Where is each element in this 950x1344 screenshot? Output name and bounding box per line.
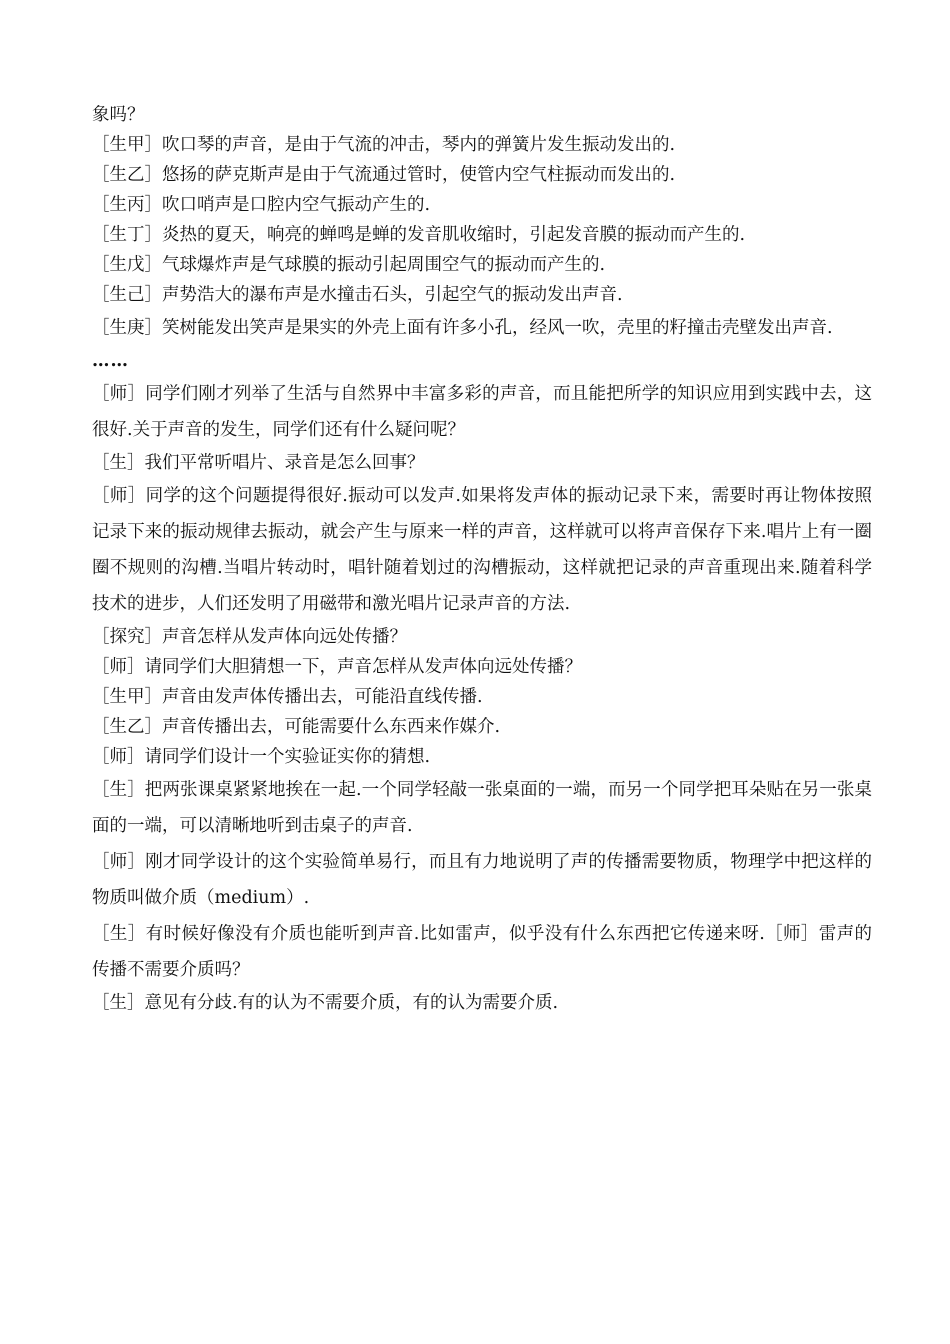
paragraph: ［生乙］声音传播出去，可能需要什么东西来作媒介. (92, 717, 501, 737)
paragraph: ［生］我们平常听唱片、录音是怎么回事？ (92, 453, 425, 473)
paragraph: ［生］把两张课桌紧紧地挨在一起.一个同学轻敲一张桌面的一端，而另一个同学把耳朵贴在另一张桌面的一端，可以清晰地听到击桌子的声音. (92, 780, 872, 836)
ellipsis-line: …… (92, 351, 129, 371)
paragraph: ［师］请同学们大胆猜想一下，声音怎样从发声体向远处传播？ (92, 657, 582, 677)
document-body (92, 100, 872, 1018)
paragraph: ［师］同学们刚才列举了生活与自然界中丰富多彩的声音，而且能把所学的知识应用到实践中去，这很好.关于声音的发生，同学们还有什么疑问呢？ (92, 384, 872, 440)
paragraph: ［生］意见有分歧.有的认为不需要介质，有的认为需要介质. (92, 993, 559, 1013)
paragraph: 象吗？ (92, 105, 145, 125)
paragraph: ［生丙］吹口哨声是口腔内空气振动产生的. (92, 195, 431, 215)
paragraph: ［生甲］吹口琴的声音，是由于气流的冲击，琴内的弹簧片发生振动发出的. (92, 135, 676, 155)
paragraph: ［生戊］气球爆炸声是气球膜的振动引起周围空气的振动而产生的. (92, 255, 606, 275)
paragraph: ［探究］声音怎样从发声体向远处传播？ (92, 627, 407, 647)
paragraph: ［师］同学的这个问题提得很好.振动可以发声.如果将发声体的振动记录下来，需要时再让物体按照记录下来的振动规律去振动，就会产生与原来一样的声音，这样就可以将声音保存下来.唱片上有一圈圈不规则的沟槽.当唱片转动时，唱针随着划过的沟槽振动，这样就把记录的声音重现出来.随着科学技术的进步，人们还发明了用磁带和激光唱片记录声音的方法. (92, 486, 872, 614)
paragraph: ［生庚］笑树能发出笑声是果实的外壳上面有许多小孔，经风一吹，壳里的籽撞击壳壁发出声音. (92, 318, 833, 338)
paragraph: ［生丁］炎热的夏天，响亮的蝉鸣是蝉的发音肌收缩时，引起发音膜的振动而产生的. (92, 225, 746, 245)
paragraph: ［生］有时候好像没有介质也能听到声音.比如雷声，似乎没有什么东西把它传递来呀.［师］雷声的传播不需要介质吗？ (92, 924, 872, 980)
paragraph: ［生乙］悠扬的萨克斯声是由于气流通过管时，使管内空气柱振动而发出的. (92, 165, 676, 185)
paragraph: ［生甲］声音由发声体传播出去，可能沿直线传播. (92, 687, 483, 707)
paragraph: ［生己］声势浩大的瀑布声是水撞击石头，引起空气的振动发出声音. (92, 285, 623, 305)
paragraph: ［师］请同学们设计一个实验证实你的猜想. (92, 747, 431, 767)
paragraph: ［师］刚才同学设计的这个实验简单易行，而且有力地说明了声的传播需要物质，物理学中把这样的物质叫做介质（medium）. (92, 852, 872, 908)
